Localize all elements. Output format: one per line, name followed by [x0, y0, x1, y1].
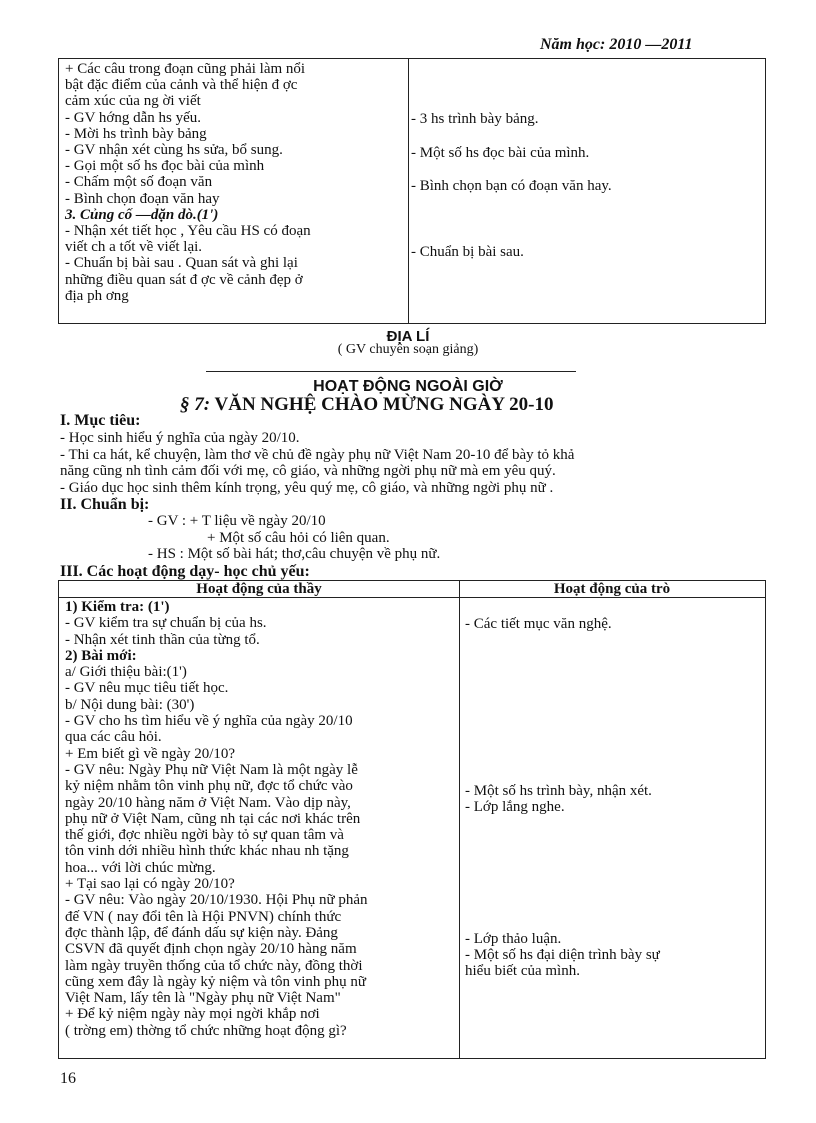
section-heading: 1) Kiểm tra: (1'): [65, 599, 170, 615]
activity-subtitle: [180, 394, 554, 416]
list-item: - Các tiết mục văn nghệ.: [465, 616, 612, 632]
list-item: qua các câu hỏi.: [65, 729, 162, 746]
list-item: - Bình chọn bạn có đoạn văn hay.: [411, 178, 612, 194]
list-item: a/ Giới thiệu bài:(1'): [65, 664, 187, 681]
subject-title: ĐỊA LÍ: [386, 328, 430, 345]
list-item: - Mời hs trình bày bảng: [65, 125, 207, 142]
list-item: - GV nhận xét cùng hs sửa, bổ sung.: [65, 142, 283, 159]
list-item: - GV kiểm tra sự chuẩn bị của hs.: [65, 615, 267, 632]
list-item: kỷ niệm nhằm tôn vinh phụ nữ, đợc tổ chức vào: [65, 778, 353, 795]
page-number: 16: [60, 1070, 76, 1087]
table-2-divider: [459, 581, 460, 1058]
list-item: + Em biết gì về ngày 20/10?: [65, 745, 236, 762]
lesson-table-2: [58, 580, 766, 1059]
list-item: thế giới, đợc nhiều ngời bày tỏ sự quan tâm và: [65, 827, 344, 844]
list-item: + Tại sao lại có ngày 20/10?: [65, 876, 235, 893]
list-item: viết ch a tốt về viết lại.: [65, 239, 203, 256]
list-item: phụ nữ ở Việt Nam, cũng nh tại các nơi khác trên: [65, 810, 361, 827]
table-2-left-column: [65, 599, 457, 1039]
list-item: - Nhận xét tinh thần của từng tổ.: [65, 631, 260, 648]
list-item: - Một số hs đọc bài của mình.: [411, 145, 590, 161]
list-item: bật đặc điểm của cảnh và thể hiện đ ợc: [65, 77, 298, 94]
list-item: - Thi ca hát, kể chuyện, làm thơ về chủ đề ngày phụ nữ Việt Nam 20-10 để bày tỏ khả: [60, 446, 575, 463]
column-header-teacher: Hoạt động của thầy: [196, 581, 322, 597]
section-heading: 2) Bài mới:: [65, 647, 137, 664]
list-item: - GV cho hs tìm hiểu về ý nghĩa của ngày 20/10: [65, 713, 353, 730]
column-header-student: Hoạt động của trò: [553, 581, 671, 597]
list-item: - Gọi một số hs đọc bài của mình: [65, 158, 265, 175]
goals-list: [60, 430, 574, 496]
list-item: - Bình chọn đoạn văn hay: [65, 190, 220, 207]
list-item: đợc thành lập, để đánh dấu sự kiện này. Đảng: [65, 924, 338, 941]
list-item: - 3 hs trình bày bảng.: [411, 111, 539, 127]
list-item: ( trờng em) thờng tổ chức những hoạt động gì?: [65, 1022, 347, 1039]
list-item: địa ph ơng: [65, 287, 129, 304]
list-item: đế VN ( nay đổi tên là Hội PNVN) chính thức: [65, 908, 342, 925]
list-item: làm ngày truyền thống của tổ chức này, đồng thời: [65, 957, 363, 974]
table-1-left-column: [65, 61, 405, 304]
school-year-header: Năm học: 2010 —2011: [540, 36, 693, 53]
list-item: tôn vinh dới nhiều hình thức khác nhau nh tặng: [65, 843, 349, 860]
list-item: - GV nêu mục tiêu tiết học.: [65, 680, 229, 697]
list-item: - Nhận xét tiết học , Yêu cầu HS có đoạn: [65, 223, 311, 240]
list-item: - Học sinh hiểu ý nghĩa của ngày 20/10.: [60, 430, 300, 446]
list-item: - Một số hs trình bày, nhận xét.: [465, 783, 652, 799]
list-item: - Lớp lắng nghe.: [465, 799, 565, 815]
prep-hs-line: - HS : Một số bài hát; thơ,câu chuyện về phụ nữ.: [148, 546, 441, 562]
list-item: - Chuẩn bị bài sau.: [411, 244, 524, 260]
list-item: - Chuẩn bị bài sau . Quan sát và ghi lại: [65, 255, 298, 272]
section-heading: 3. Củng cố —dặn dò.(1'): [65, 206, 219, 223]
list-item: hiểu biết của mình.: [465, 963, 580, 979]
list-item: Việt Nam, lấy tên là "Ngày phụ nữ Việt Nam": [65, 990, 341, 1007]
section-rule: [206, 371, 576, 372]
list-item: - Một số hs đại diện trình bày sự: [465, 947, 660, 963]
list-item: cũng xem đây là ngày kỷ niệm và tôn vinh phụ nữ: [65, 973, 366, 990]
section-number: § 7:: [180, 394, 211, 415]
activities-heading: III. Các hoạt động dạy- học chủ yếu:: [60, 563, 310, 580]
subject-note: ( GV chuyên soạn giảng): [337, 342, 479, 357]
prep-heading: II. Chuẩn bị:: [60, 496, 150, 513]
list-item: - Lớp thảo luận.: [465, 931, 562, 947]
list-item: ngày 20/10 hàng năm ở Việt Nam. Vào dịp này,: [65, 794, 351, 811]
list-item: - GV hớng dẫn hs yếu.: [65, 109, 201, 126]
list-item: những điều quan sát đ ợc về cảnh đẹp ở: [65, 271, 303, 288]
list-item: - Giáo dục học sinh thêm kính trọng, yêu quý mẹ, cô giáo, và những ngời phụ nữ .: [60, 479, 554, 496]
prep-gv-line-1: - GV : + T liệu về ngày 20/10: [148, 513, 326, 529]
prep-gv-line-2: + Một số câu hỏi có liên quan.: [207, 530, 390, 546]
table-1-divider: [408, 59, 409, 323]
list-item: hoa... với lời chúc mừng.: [65, 859, 216, 876]
goals-heading: I. Mục tiêu:: [60, 412, 141, 429]
list-item: + Các câu trong đoạn cũng phải làm nổi: [65, 61, 306, 77]
list-item: cảm xúc của ng ời viết: [65, 93, 201, 110]
activity-subtitle-text: VĂN NGHỆ CHÀO MỪNG NGÀY 20-10: [214, 394, 554, 415]
lesson-table-1: [58, 58, 766, 324]
list-item: CSVN đã quyết định chọn ngày 20/10 hàng năm: [65, 941, 357, 958]
list-item: - GV nêu: Vào ngày 20/10/1930. Hội Phụ nữ phản: [65, 892, 368, 909]
activity-title: HOẠT ĐỘNG NGOÀI GIỜ: [313, 378, 503, 395]
list-item: - Chấm một số đoạn văn: [65, 174, 213, 191]
list-item: b/ Nội dung bài: (30'): [65, 696, 195, 713]
list-item: - GV nêu: Ngày Phụ nữ Việt Nam là một ngày lễ: [65, 761, 358, 778]
list-item: + Để kỷ niệm ngày này mọi ngời khắp nơi: [65, 1006, 320, 1023]
list-item: năng cũng nh tình cảm đối với mẹ, cô giáo, và những ngời phụ nữ mà em yêu quý.: [60, 463, 556, 479]
